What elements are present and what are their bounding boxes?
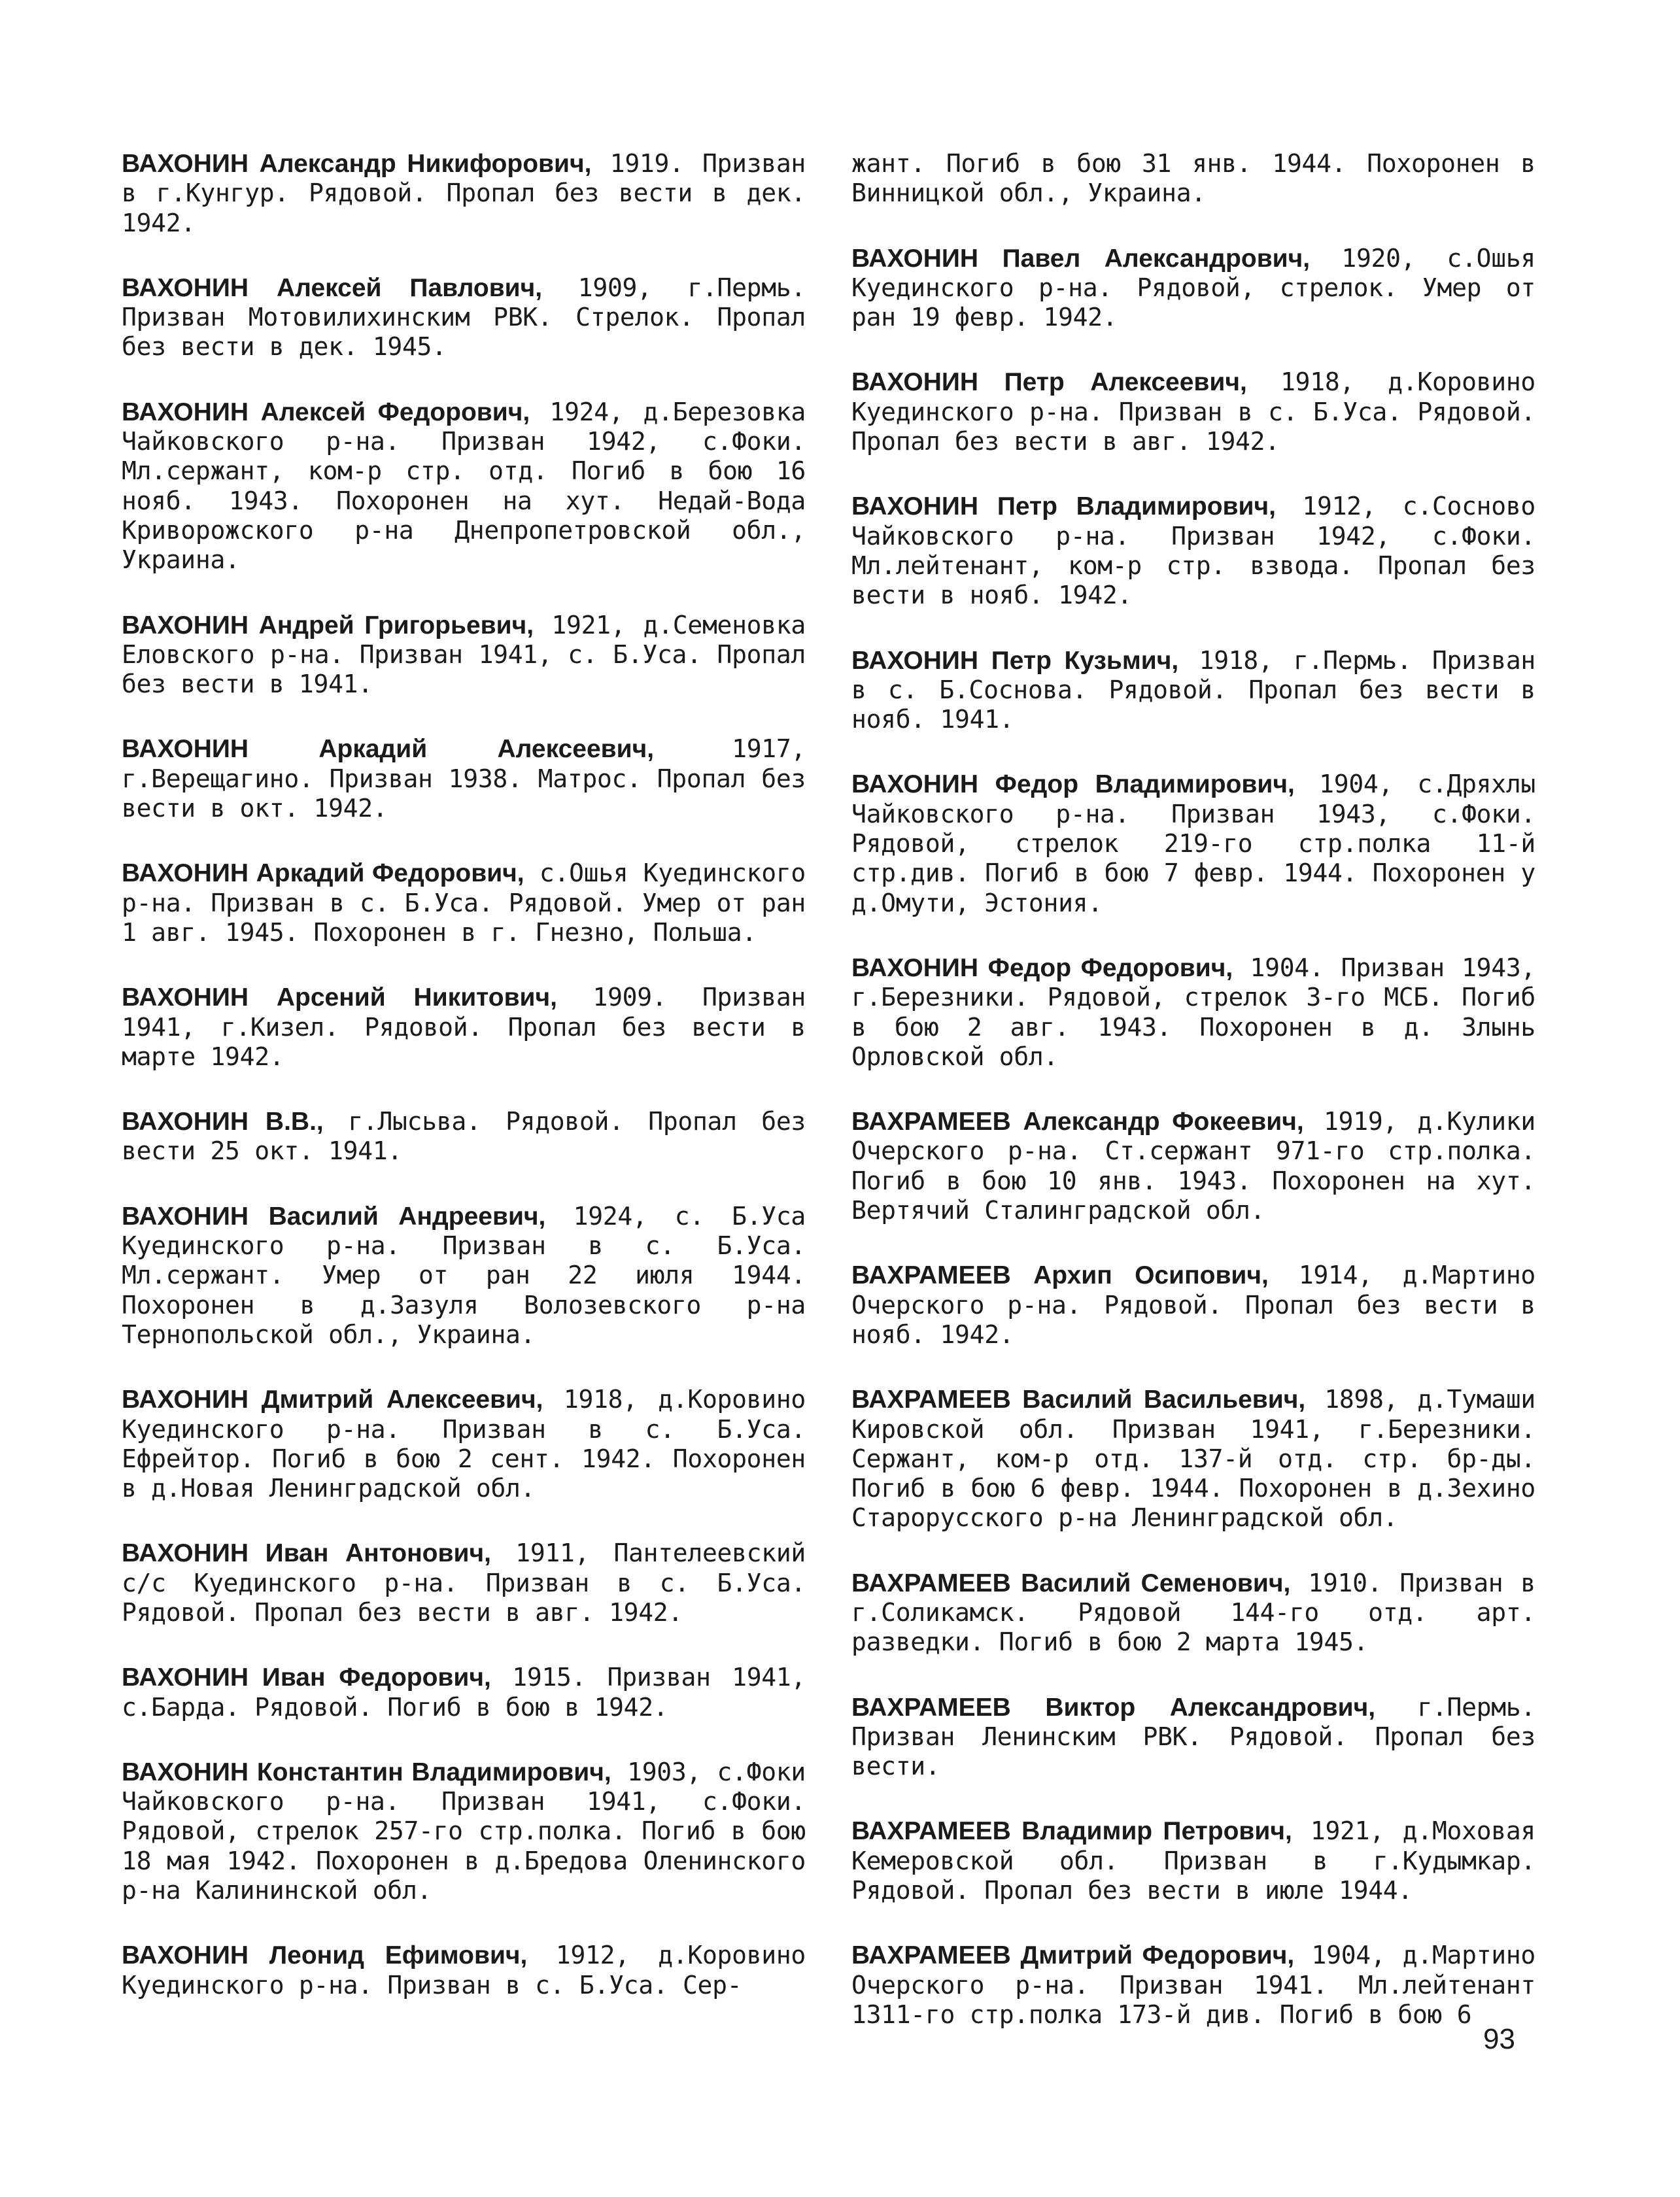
entry-text: 1910. Призван в г.Соликамск. Рядовой 144-го отд. арт. разведки. Погиб в бою 2 марта 1945. xyxy=(851,1568,1535,1657)
entry-name: ВАХОНИН Аркадий Алексеевич, xyxy=(122,735,655,764)
entry-text: жант. Погиб в бою 31 янв. 1944. Похоронен в Винницкой обл., Украина. xyxy=(851,149,1535,208)
biography-entry xyxy=(851,1816,1535,1905)
entry-text: 1904, с.Дряхлы Чайковского р-на. Призван 1943, с.Фоки. Рядовой, стрелок 219-го стр.полка 11-й стр.див. Погиб в бою 7 февр. 1944. Похоронен у д.Омути, Эстония. xyxy=(851,770,1535,917)
biography-entry xyxy=(851,770,1535,917)
entry-text: 1914, д.Мартино Очерского р-на. Рядовой. Пропал без вести в нояб. 1942. xyxy=(851,1261,1535,1349)
biography-entry xyxy=(122,859,806,947)
biography-entry xyxy=(851,367,1535,456)
biography-entry xyxy=(851,646,1535,735)
entry-name: ВАХОНИН Павел Александрович, xyxy=(851,244,1311,273)
entry-text: 1924, с. Б.Уса Куединского р-на. Призван в с. Б.Уса. Мл.сержант. Умер от ран 22 июля 1944. Похоронен в д.Зазуля Волозевского р-на Тернопольской обл., Украина. xyxy=(122,1201,806,1349)
entry-text: 1904. Призван 1943, г.Березники. Рядовой, стрелок 3-го МСБ. Погиб в бою 2 авг. 1943. Похоронен в д. Злынь Орловской обл. xyxy=(851,953,1535,1071)
biography-entry xyxy=(851,492,1535,610)
entry-name: ВАХРАМЕЕВ Александр Фокеевич, xyxy=(851,1108,1304,1136)
biography-entry xyxy=(122,734,806,823)
entry-text: 1924, д.Березовка Чайковского р-на. Призван 1942, с.Фоки. Мл.сержант, ком-р стр. отд. Погиб в бою 16 нояб. 1943. Похоронен на хут. Недай-Вода Криворожского р-на Днепропетровской обл., Украина. xyxy=(122,397,806,575)
entry-name: ВАХРАМЕЕВ Владимир Петрович, xyxy=(851,1817,1292,1846)
entry-text: 1918, д.Коровино Куединского р-на. Призван в с. Б.Уса. Рядовой. Пропал без вести в авг. 1942. xyxy=(851,367,1535,456)
entry-text: 1909. Призван 1941, г.Кизел. Рядовой. Пропал без вести в марте 1942. xyxy=(122,983,806,1071)
entry-text: 1915. Призван 1941, с.Барда. Рядовой. Погиб в бою в 1942. xyxy=(122,1663,806,1722)
entry-text: 1919, д.Кулики Очерского р-на. Ст.сержант 971-го стр.полка. Погиб в бою 10 янв. 1943. Похоронен на хут. Вертячий Сталинградской обл. xyxy=(851,1107,1535,1225)
entry-name: ВАХОНИН Леонид Ефимович, xyxy=(122,1941,528,1970)
entry-text: 1920, с.Ошья Куединского р-на. Рядовой, стрелок. Умер от ран 19 февр. 1942. xyxy=(851,243,1535,332)
biography-entry xyxy=(122,1758,806,1905)
entry-name: ВАХОНИН Петр Владимирович, xyxy=(851,492,1276,521)
entry-name: ВАХРАМЕЕВ Василий Семенович, xyxy=(851,1569,1291,1597)
page-number: 93 xyxy=(1483,2023,1515,2055)
left-column xyxy=(122,149,806,2035)
entry-text: 1912, д.Коровино Куединского р-на. Призван в с. Б.Уса. Сер- xyxy=(122,1941,806,2000)
entry-text: 1912, с.Сосново Чайковского р-на. Призван 1942, с.Фоки. Мл.лейтенант, ком-р стр. взвода. Пропал без вести в нояб. 1942. xyxy=(851,492,1535,610)
biography-entry xyxy=(122,1107,806,1167)
entry-text: с.Ошья Куединского р-на. Призван в с. Б.Уса. Рядовой. Умер от ран 1 авг. 1945. Похоронен в г. Гнезно, Польша. xyxy=(122,859,806,947)
entry-name: ВАХОНИН Александр Никифорович, xyxy=(122,150,592,178)
biography-entry xyxy=(851,1693,1535,1782)
entry-text: 1919. Призван в г.Кунгур. Рядовой. Пропал без вести в дек. 1942. xyxy=(122,149,806,237)
entry-text: 1898, д.Тумаши Кировской обл. Призван 1941, г.Березники. Сержант, ком-р отд. 137-й отд. стр. бр-ды. Погиб в бою 6 февр. 1944. Похоронен в д.Зехино Старорусского р-на Ленинградской обл. xyxy=(851,1385,1535,1533)
entry-text: 1903, с.Фоки Чайковского р-на. Призван 1941, с.Фоки. Рядовой, стрелок 257-го стр.полка. Погиб в бою 18 мая 1942. Похоронен в д.Бредова Оленинского р-на Калининской обл. xyxy=(122,1757,806,1905)
entry-name: ВАХОНИН Алексей Федорович, xyxy=(122,398,530,426)
entry-name: ВАХОНИН Арсений Никитович, xyxy=(122,983,557,1012)
entry-name: ВАХОНИН Алексей Павлович, xyxy=(122,273,543,302)
biography-entry xyxy=(851,149,1535,209)
entry-name: ВАХОНИН Иван Антонович, xyxy=(122,1539,491,1568)
biography-entry xyxy=(851,1107,1535,1225)
entry-name: ВАХОНИН Андрей Григорьевич, xyxy=(122,611,534,639)
entry-text: 1904, д.Мартино Очерского р-на. Призван 1941. Мл.лейтенант 1311-го стр.полка 173-й див. Погиб в бою 6 xyxy=(851,1941,1536,2029)
entry-name: ВАХОНИН В.В., xyxy=(122,1108,324,1136)
right-column xyxy=(851,149,1535,2065)
entry-name: ВАХРАМЕЕВ Дмитрий Федорович, xyxy=(851,1941,1295,1970)
entry-text: 1918, г.Пермь. Призван в с. Б.Соснова. Рядовой. Пропал без вести в нояб. 1941. xyxy=(851,645,1535,734)
entry-name: ВАХОНИН Петр Алексеевич, xyxy=(851,368,1247,397)
biography-entry xyxy=(122,1385,806,1503)
biography-entry xyxy=(851,244,1535,333)
entry-name: ВАХРАМЕЕВ Архип Осипович, xyxy=(851,1261,1269,1290)
biography-entry xyxy=(122,611,806,700)
entry-name: ВАХОНИН Дмитрий Алексеевич, xyxy=(122,1386,543,1414)
entry-name: ВАХОНИН Иван Федорович, xyxy=(122,1663,491,1692)
entry-text: 1911, Пантелеевский с/с Куединского р-на. Призван в с. Б.Уса. Рядовой. Пропал без вести в авг. 1942. xyxy=(122,1539,806,1627)
entry-text: 1918, д.Коровино Куединского р-на. Призван в с. Б.Уса. Ефрейтор. Погиб в бою 2 сент. 1942. Похоронен в д.Новая Ленинградской обл. xyxy=(122,1385,806,1503)
entry-name: ВАХОНИН Петр Кузьмич, xyxy=(851,646,1179,675)
biography-entry xyxy=(851,1941,1535,2030)
biography-entry xyxy=(851,1261,1535,1350)
entry-text: г.Пермь. Призван Ленинским РВК. Рядовой. Пропал без вести. xyxy=(851,1692,1536,1781)
entry-text: г.Лысьва. Рядовой. Пропал без вести 25 окт. 1941. xyxy=(122,1107,806,1166)
entry-name: ВАХОНИН Аркадий Федорович, xyxy=(122,859,524,888)
biography-entry xyxy=(122,1202,806,1350)
entry-name: ВАХРАМЕЕВ Виктор Александрович, xyxy=(851,1693,1376,1722)
biography-entry xyxy=(851,1569,1535,1658)
entry-text: 1921, д.Семеновка Еловского р-на. Призван 1941, с. Б.Уса. Пропал без вести в 1941. xyxy=(122,610,806,699)
entry-name: ВАХОНИН Федор Федорович, xyxy=(851,953,1233,982)
biography-entry xyxy=(851,953,1535,1072)
biography-entry xyxy=(122,149,806,238)
entry-text: 1917, г.Верещагино. Призван 1938. Матрос. Пропал без вести в окт. 1942. xyxy=(122,734,806,823)
entry-name: ВАХРАМЕЕВ Василий Васильевич, xyxy=(851,1386,1306,1414)
biography-entry xyxy=(122,273,806,362)
entry-name: ВАХОНИН Василий Андреевич, xyxy=(122,1202,546,1231)
biography-entry xyxy=(122,398,806,575)
biography-entry xyxy=(851,1385,1535,1533)
biography-entry xyxy=(122,1663,806,1722)
entry-name: ВАХОНИН Константин Владимирович, xyxy=(122,1758,611,1786)
biography-entry xyxy=(122,1539,806,1627)
entry-name: ВАХОНИН Федор Владимирович, xyxy=(851,770,1295,799)
biography-entry xyxy=(122,983,806,1072)
entry-text: 1921, д.Моховая Кемеровской обл. Призван в г.Кудымкар. Рядовой. Пропал без вести в июле 1944. xyxy=(851,1816,1536,1905)
biography-entry xyxy=(122,1941,806,2000)
entry-text: 1909, г.Пермь. Призван Мотовилихинским РВК. Стрелок. Пропал без вести в дек. 1945. xyxy=(122,273,806,362)
